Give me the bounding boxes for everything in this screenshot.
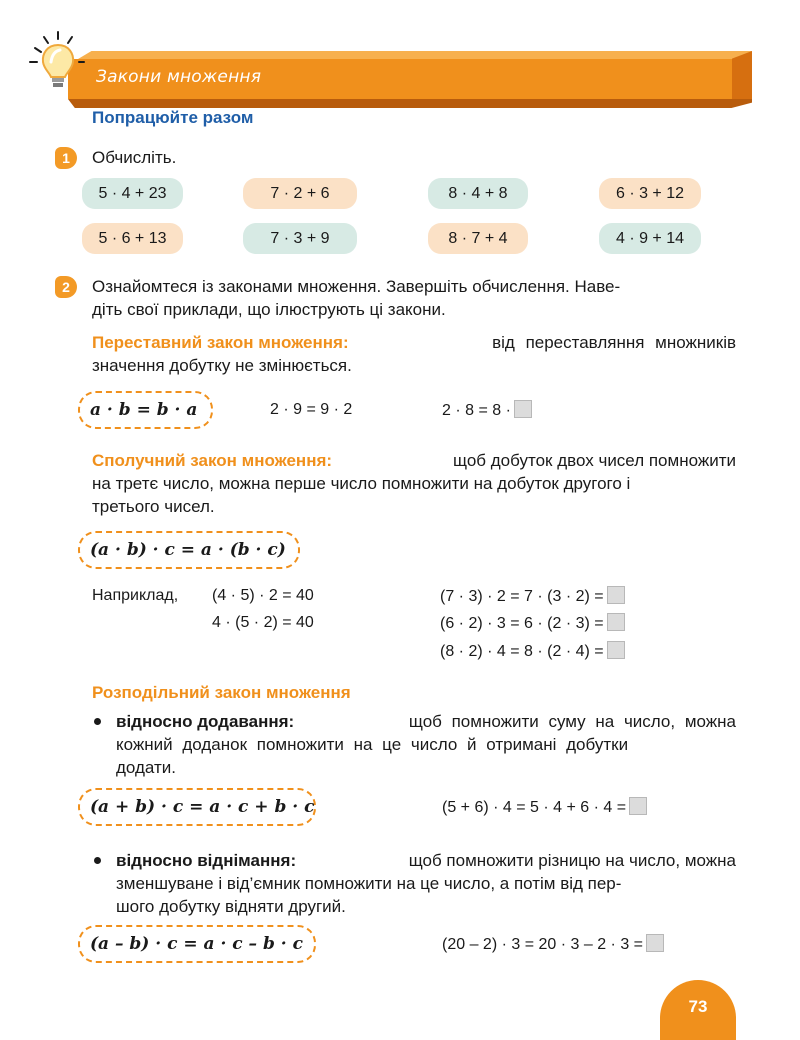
answer-box[interactable] xyxy=(646,934,664,952)
exercise-pill: 5 · 6 + 13 xyxy=(82,223,183,254)
banner-side-face xyxy=(732,51,752,99)
exercise-pill: 7 · 2 + 6 xyxy=(243,178,357,209)
answer-box[interactable] xyxy=(607,613,625,631)
banner-bottom-face xyxy=(68,99,752,108)
answer-box[interactable] xyxy=(607,641,625,659)
exercise-pill: 5 · 4 + 23 xyxy=(82,178,183,209)
answer-box[interactable] xyxy=(514,400,532,418)
page-number: 73 xyxy=(660,980,736,1040)
task1-instruction: Обчисліть. xyxy=(92,148,177,167)
distributive-addition-text: відносно додавання: щоб помножити суму на число, можна кожний доданок помножити на це число й отримані добутки додати. xyxy=(116,712,736,777)
answer-box[interactable] xyxy=(629,797,647,815)
example-label: Наприклад, xyxy=(92,587,179,604)
task-number-badge: 2 xyxy=(55,276,77,298)
answer-box[interactable] xyxy=(607,586,625,604)
task-expression: (5 + 6) · 4 = 5 · 4 + 6 · 4 = xyxy=(442,797,647,818)
subsection-title: Попрацюйте разом xyxy=(92,108,254,127)
commutative-formula: a · b = b · a xyxy=(78,391,213,429)
section-header-banner xyxy=(68,47,752,111)
distributive-law-name: Розподільний закон множення xyxy=(92,683,351,702)
distributive-subtraction-text: відносно віднімання: щоб помножити різницю на число, можна зменшуване і від’ємник помножити на це число, а потім від пер- шого добутку відняти другий. xyxy=(116,851,736,916)
associative-law-name: Сполучний закон множення: xyxy=(92,451,333,470)
task-number-badge: 1 xyxy=(55,147,77,169)
exercise-pill: 7 · 3 + 9 xyxy=(243,223,357,254)
exercise-pill: 8 · 7 + 4 xyxy=(428,223,528,254)
task-expression: (7 · 3) · 2 = 7 · (3 · 2) = xyxy=(440,586,625,607)
task-expression: 2 · 8 = 8 · xyxy=(442,400,532,421)
task-expression: (8 · 2) · 4 = 8 · (2 · 4) = xyxy=(440,641,625,662)
task-expression: (6 · 2) · 3 = 6 · (2 · 3) = xyxy=(440,613,625,634)
bullet-point xyxy=(94,718,101,725)
task2-intro: Ознайомтеся із законами множення. Завершіть обчислення. Наве- діть свої приклади, що ілюструють ці закони. xyxy=(92,277,621,319)
bullet-point xyxy=(94,857,101,864)
exercise-pill: 8 · 4 + 8 xyxy=(428,178,528,209)
exercise-pill: 4 · 9 + 14 xyxy=(599,223,701,254)
associative-law-text: Сполучний закон множення: щоб добуток двох чисел помножити на третє число, можна перше число помножити на добуток другого і третього чисел. xyxy=(92,451,736,516)
example-expression: (4 · 5) · 2 = 40 xyxy=(212,587,314,604)
commutative-law-name: Переставний закон множення: xyxy=(92,333,349,352)
example-expression: 2 · 9 = 9 · 2 xyxy=(270,401,353,418)
banner-top-face xyxy=(78,51,752,59)
associative-formula: (a · b) · c = a · (b · c) xyxy=(78,531,300,569)
commutative-law-text: Переставний закон множення: від переставляння множників значення добутку не змінюється. xyxy=(92,333,736,375)
lightbulb-icon xyxy=(18,28,88,98)
task-expression: (20 – 2) · 3 = 20 · 3 – 2 · 3 = xyxy=(442,934,664,955)
distributive-subtraction-formula: (a – b) · c = a · c – b · c xyxy=(78,925,316,963)
exercise-pill: 6 · 3 + 12 xyxy=(599,178,701,209)
distributive-addition-formula: (a + b) · c = a · c + b · c xyxy=(78,788,316,826)
section-title: Закони множення xyxy=(96,67,262,87)
example-expression: 4 · (5 · 2) = 40 xyxy=(212,614,314,631)
